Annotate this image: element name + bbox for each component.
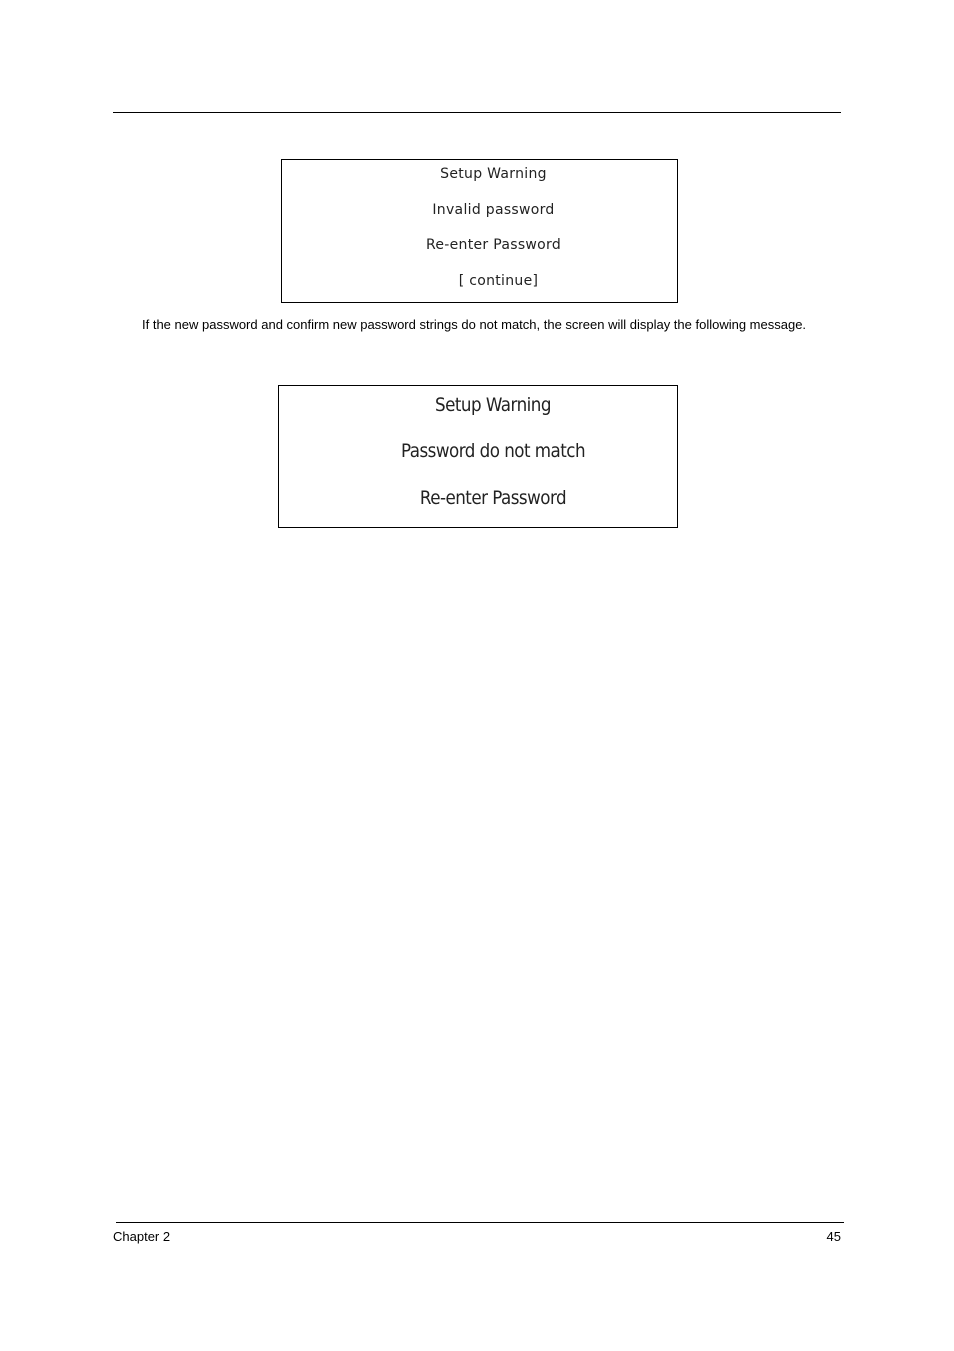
dialog-title: Setup Warning	[440, 166, 547, 182]
password-mismatch-dialog-figure	[278, 385, 678, 528]
dialog-message: Invalid password	[432, 202, 555, 218]
dialog-instruction: Re-enter Password	[419, 487, 567, 509]
footer-page-number: 45	[826, 1229, 841, 1244]
dialog-title: Setup Warning	[435, 394, 551, 416]
dialog-message: Password do not match	[400, 440, 586, 462]
footer-rule	[116, 1222, 844, 1223]
invalid-password-dialog-figure	[281, 159, 678, 303]
header-rule	[113, 112, 841, 113]
continue-option: [ continue]	[458, 273, 539, 289]
body-paragraph: If the new password and confirm new password strings do not match, the screen will display the following message.	[142, 317, 807, 332]
footer-chapter: Chapter 2	[113, 1229, 171, 1244]
dialog-instruction: Re-enter Password	[425, 237, 562, 253]
